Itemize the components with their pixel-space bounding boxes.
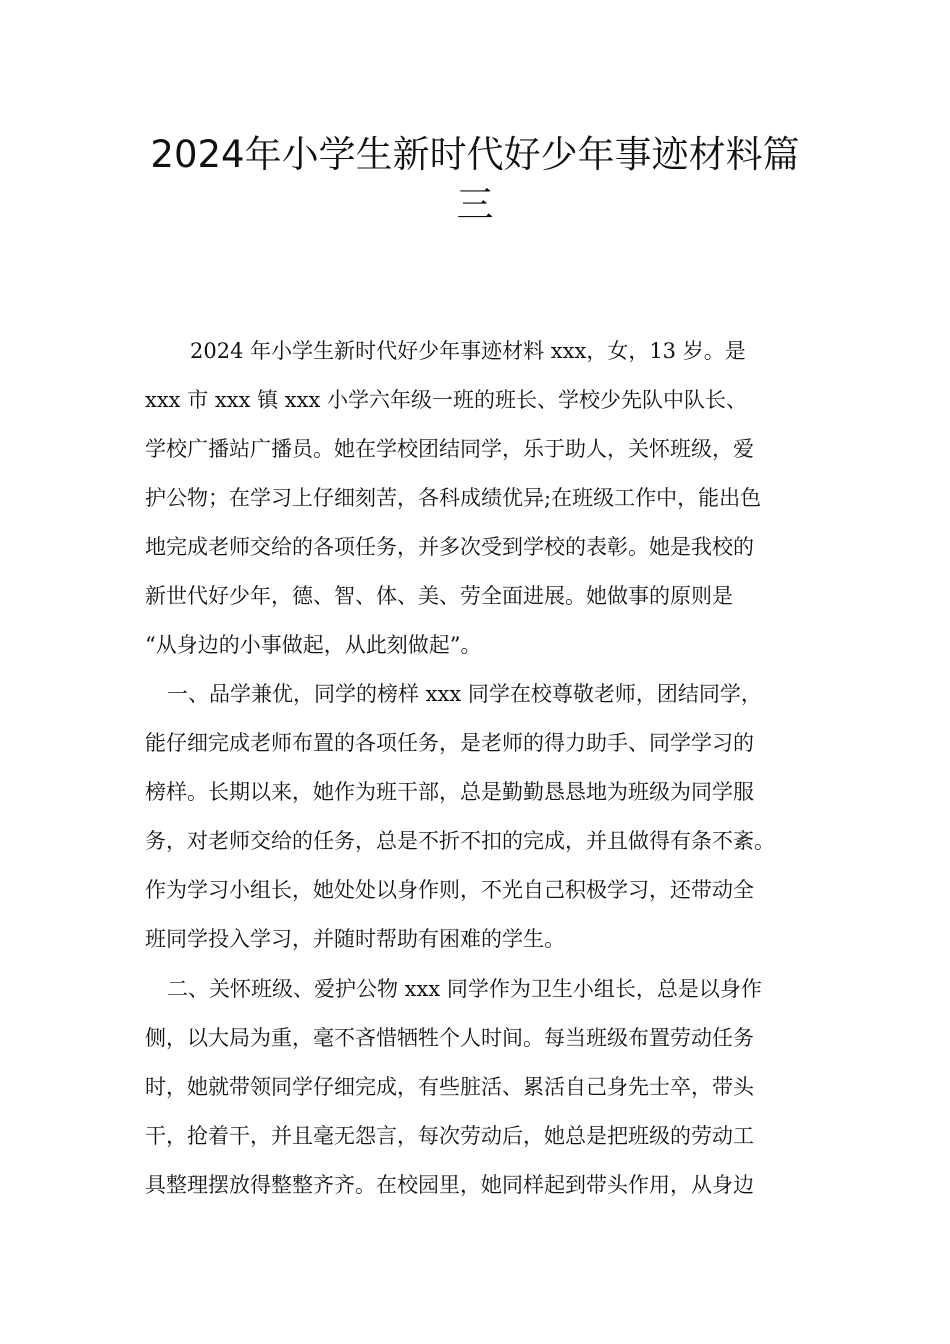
body-line: 新世代好少年，德、智、体、美、劳全面进展。她做事的原则是 (145, 584, 733, 608)
body-line: 时，她就带领同学仔细完成，有些脏活、累活自己身先士卒，带头 (145, 1075, 754, 1099)
body-line: 干，抢着干，并且毫无怨言，每次劳动后，她总是把班级的劳动工 (145, 1124, 754, 1148)
body-line: 能仔细完成老师布置的各项任务，是老师的得力助手、同学学习的 (145, 731, 754, 755)
body-line: 具整理摆放得整整齐齐。在校园里，她同样起到带头作用，从身边 (145, 1173, 754, 1197)
body-line: 地完成老师交给的各项任务，并多次受到学校的表彰。她是我校的 (145, 535, 754, 559)
body-line: 侧，以大局为重，毫不吝惜牺牲个人时间。每当班级布置劳动任务 (145, 1026, 754, 1050)
body-line: 护公物；在学习上仔细刻苦，各科成绩优异;在班级工作中，能出色 (145, 486, 762, 510)
body-line: “从身边的小事做起，从此刻做起”。 (145, 633, 482, 657)
body-line: 榜样。长期以来，她作为班干部，总是勤勤恳恳地为班级为同学服 (145, 780, 754, 804)
body-line: 学校广播站广播员。她在学校团结同学，乐于助人，关怀班级，爱 (145, 437, 754, 461)
document-title-line-1: 2024年小学生新时代好少年事迹材料篇 (150, 133, 800, 176)
section-heading-line: 一、品学兼优，同学的榜样 xxx 同学在校尊敬老师，团结同学， (167, 682, 762, 706)
body-line: 作为学习小组长，她处处以身作则，不光自己积极学习，还带动全 (145, 878, 754, 902)
document-title-line-2: 三 (456, 183, 494, 226)
body-line: 务，对老师交给的任务，总是不折不扣的完成，并且做得有条不紊。 (145, 829, 775, 853)
body-line: 2024 年小学生新时代好少年事迹材料 xxx，女，13 岁。是 (190, 339, 746, 363)
body-line: xxx 市 xxx 镇 xxx 小学六年级一班的班长、学校少先队中队长、 (145, 388, 747, 412)
section-heading-line: 二、关怀班级、爱护公物 xxx 同学作为卫生小组长，总是以身作 (167, 977, 762, 1001)
body-line: 班同学投入学习，并随时帮助有困难的学生。 (145, 927, 565, 951)
